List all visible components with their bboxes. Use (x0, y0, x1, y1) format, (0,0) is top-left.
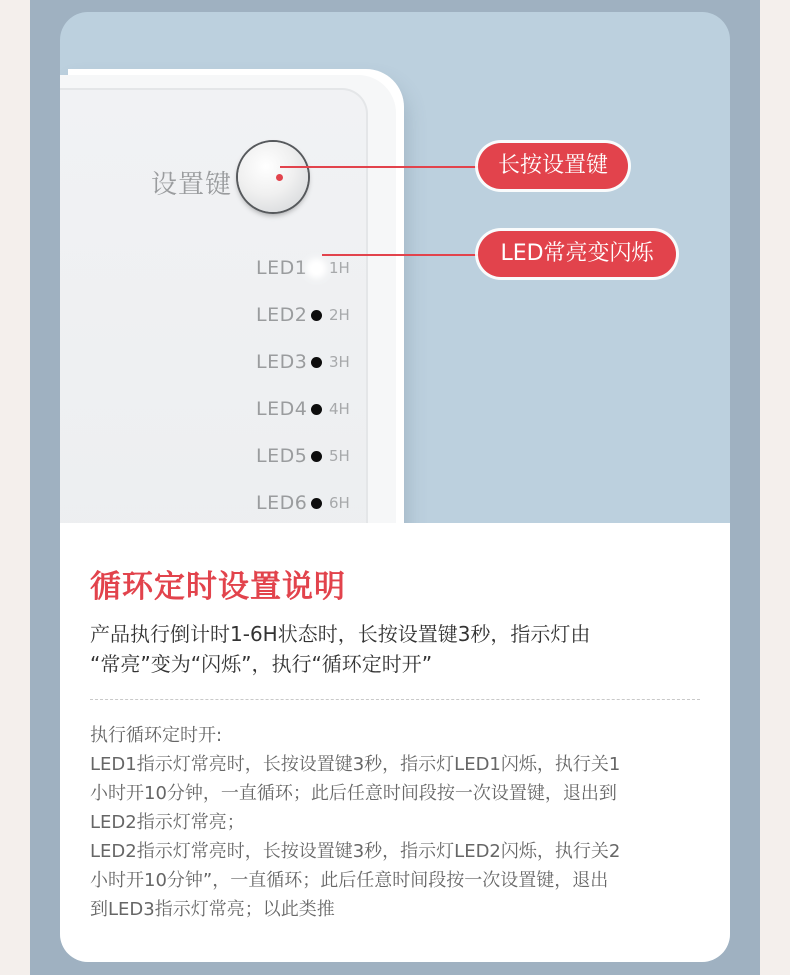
detail-line: LED1指示灯常亮时，长按设置键3秒，指示灯LED1闪烁，执行关1 (90, 754, 621, 775)
callout-long-press: 长按设置键 (478, 143, 628, 189)
led-label: LED2 (256, 304, 308, 326)
detail-line: LED2指示灯常亮； (90, 812, 245, 833)
led-row-5 (256, 445, 396, 469)
led-indicator-lit (311, 263, 322, 274)
led-label: LED4 (256, 398, 308, 420)
led-row-3 (256, 351, 396, 375)
instructions-panel (60, 523, 730, 962)
led-label: LED5 (256, 445, 308, 467)
led-label: LED3 (256, 351, 308, 373)
led-hour: 1H (329, 259, 350, 277)
detail-heading: 执行循环定时开: (90, 725, 223, 746)
callout-line-set-button (280, 166, 480, 168)
instructions-summary (90, 619, 710, 679)
led-hour: 3H (329, 353, 350, 371)
led-hour: 6H (329, 494, 350, 512)
summary-line: “常亮”变为“闪烁”，执行“循环定时开” (90, 652, 433, 676)
set-button-indicator-dot (276, 174, 283, 181)
info-card (60, 12, 730, 962)
led-hour: 4H (329, 400, 350, 418)
led-hour: 5H (329, 447, 350, 465)
led-label: LED6 (256, 492, 308, 514)
summary-line: 产品执行倒计时1-6H状态时，长按设置键3秒，指示灯由 (90, 622, 591, 646)
detail-line: LED2指示灯常亮时，长按设置键3秒，指示灯LED2闪烁，执行关2 (90, 841, 621, 862)
led-hour: 2H (329, 306, 350, 324)
led-indicator (311, 498, 322, 509)
led-row-6 (256, 492, 396, 516)
detail-line: 到LED3指示灯常亮；以此类推 (90, 899, 335, 920)
instructions-detail (90, 721, 705, 924)
led-indicator (311, 357, 322, 368)
set-button-label: 设置键 (151, 170, 233, 200)
led-indicator (311, 310, 322, 321)
led-indicator (311, 404, 322, 415)
detail-line: 小时开10分钟，一直循环；此后任意时间段按一次设置键，退出到 (90, 783, 617, 804)
led-row-4 (256, 398, 396, 422)
dashed-divider (90, 699, 700, 700)
detail-line: 小时开10分钟”，一直循环；此后任意时间段按一次设置键，退出 (90, 870, 609, 891)
led-row-1 (256, 257, 396, 281)
led-row-2 (256, 304, 396, 328)
led-indicator (311, 451, 322, 462)
timer-device (60, 75, 396, 595)
callout-line-led (322, 254, 482, 256)
led-label: LED1 (256, 257, 308, 279)
callout-led-flash: LED常亮变闪烁 (478, 231, 676, 277)
device-panel (60, 88, 368, 597)
set-button[interactable] (238, 142, 308, 212)
instructions-title: 循环定时设置说明 (90, 569, 346, 605)
